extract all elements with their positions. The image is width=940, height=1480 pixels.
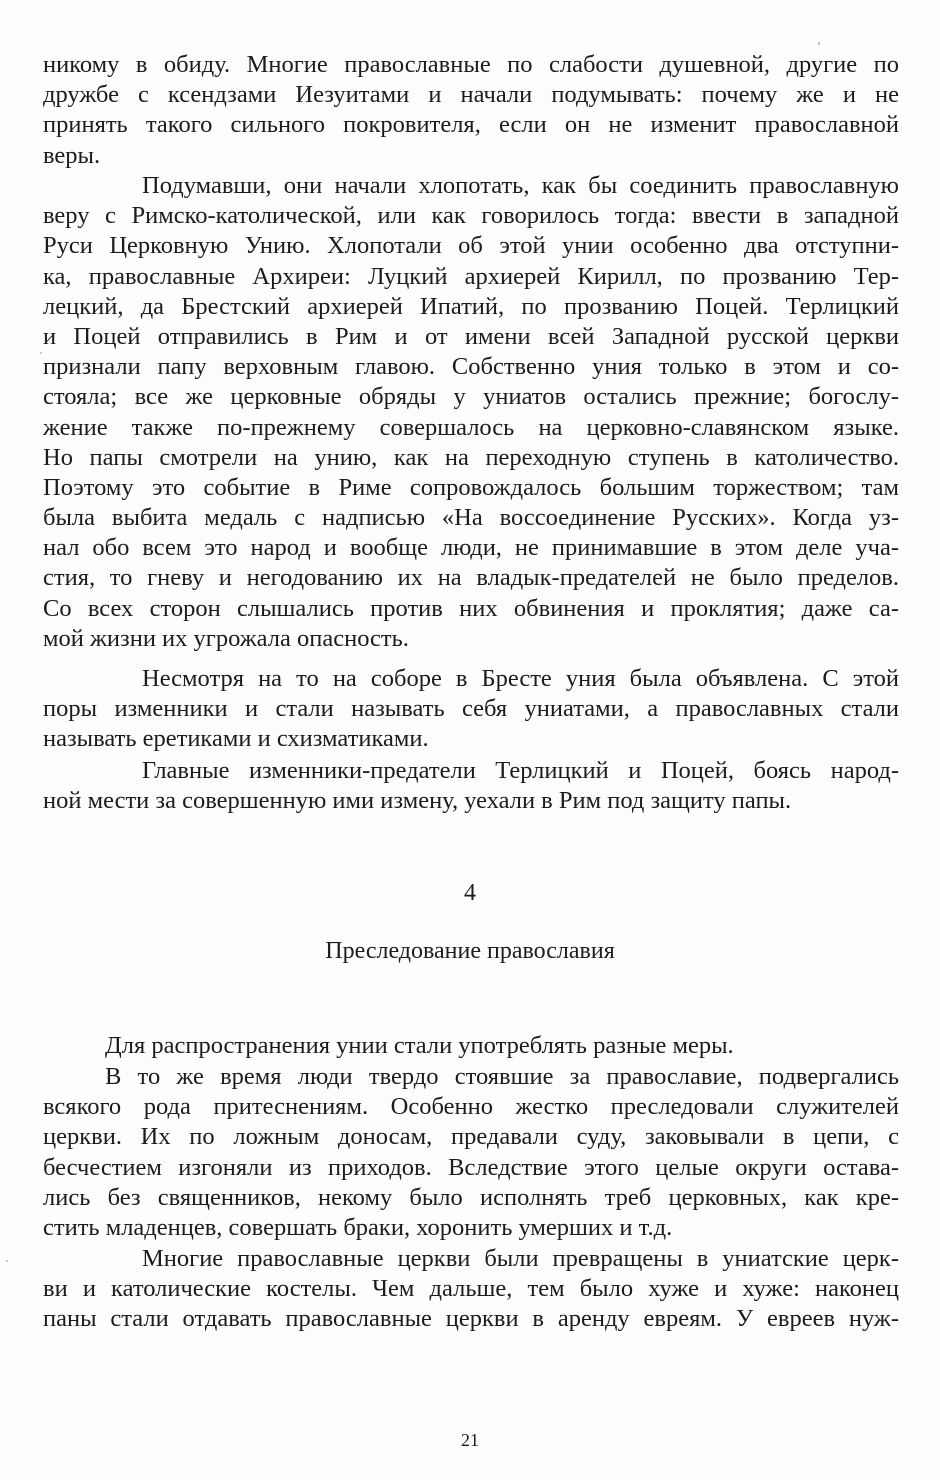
paragraph — [43, 1244, 899, 1335]
text-line: Несмотря на то на соборе в Бресте уния была объявлена. С этой — [142, 665, 899, 692]
paragraph — [43, 1062, 899, 1243]
text-line: Подумавши, они начали хлопотать, как бы соединить православную — [142, 172, 899, 199]
text-line: стия, то гневу и негодованию их на владык-предателей не было пределов. — [43, 564, 899, 592]
section-title: Преследование православия — [325, 938, 615, 964]
text-line: называть еретиками и схизматиками. — [43, 725, 429, 753]
text-line: признали папу верховным главою. Собственно уния только в этом и со- — [43, 353, 899, 381]
page-number: 21 — [461, 1430, 479, 1450]
text-line: Со всех сторон слышались против них обвинения и проклятия; даже са- — [43, 594, 899, 622]
text-line: принять такого сильного покровителя, если он не изменит православной — [43, 111, 899, 139]
text-line: дружбе с ксендзами Иезуитами и начали подумывать: почему же и не — [43, 81, 899, 109]
text-line: лись без священников, некому было исполнять треб церковных, как кре- — [43, 1183, 899, 1211]
text-line: веры. — [43, 141, 101, 169]
text-line: ной мести за совершенную ими измену, уехали в Рим под защиту папы. — [43, 787, 792, 815]
paragraph — [43, 171, 899, 654]
text-line: ка, православные Архиреи: Луцкий архиерей Кирилл, по прозванию Тер- — [43, 262, 899, 290]
text-line: нал обо всем это народ и вообще люди, не принимавшие в этом деле уча- — [43, 534, 899, 562]
text-line: паны стали отдавать православные церкви в аренду евреям. У евреев нуж- — [43, 1305, 899, 1333]
text-line: церкви. Их по ложным доносам, предавали суду, заковывали в цепи, с — [43, 1123, 899, 1151]
text-line: была выбита медаль с надписью «На воссоединение Русских». Когда уз- — [43, 504, 899, 532]
text-line: стить младенцев, совершать браки, хоронить умерших и т.д. — [43, 1213, 673, 1241]
paragraph — [43, 1031, 899, 1061]
text-line: ви и католические костелы. Чем дальше, тем было хуже и хуже: наконец — [43, 1275, 899, 1303]
section-number: 4 — [464, 880, 476, 906]
text-line: веру с Римско-католической, или как говорилось тогда: ввести в западной — [43, 202, 899, 230]
text-line: мой жизни их угрожала опасность. — [43, 624, 409, 652]
paragraph — [43, 756, 899, 816]
text-line: жение также по-прежнему совершалось на церковно-славянском языке. — [43, 413, 899, 441]
paragraph — [43, 50, 899, 171]
text-line: Для распространения унии стали употреблять разные меры. — [105, 1032, 734, 1059]
text-line: лецкий, да Брестский архиерей Ипатий, по прозванию Поцей. Терлицкий — [43, 292, 899, 320]
text-line: Главные изменники-предатели Терлицкий и Поцей, боясь народ- — [142, 757, 899, 784]
scan-speck — [818, 42, 820, 45]
text-line: и Поцей отправились в Рим и от имени всей Западной русской церкви — [43, 322, 899, 350]
text-line: никому в обиду. Многие православные по слабости душевной, другие по — [43, 51, 899, 78]
text-line: бесчестием изгоняли из приходов. Вследствие этого целые округи остава- — [43, 1153, 899, 1181]
text-line: Руси Церковную Унию. Хлопотали об этой унии особенно два отступни- — [43, 232, 899, 260]
text-line: стояла; все же церковные обряды у униатов остались прежние; богослу- — [43, 383, 899, 411]
text-line: поры изменники и стали называть себя униатами, а православных стали — [43, 695, 899, 723]
scan-speck — [6, 1260, 8, 1262]
text-line: В то же время люди твердо стоявшие за православие, подвергались — [105, 1063, 899, 1090]
text-line: Поэтому это событие в Риме сопровождалось большим торжеством; там — [43, 473, 899, 501]
text-line: всякого рода притеснениям. Особенно жестко преследовали служителей — [43, 1093, 899, 1121]
scan-speck — [40, 352, 42, 354]
text-line: Многие православные церкви были превращены в униатские церк- — [142, 1245, 899, 1272]
text-line: Но папы смотрели на унию, как на переходную ступень в католичество. — [43, 443, 899, 471]
paragraph — [43, 664, 899, 755]
